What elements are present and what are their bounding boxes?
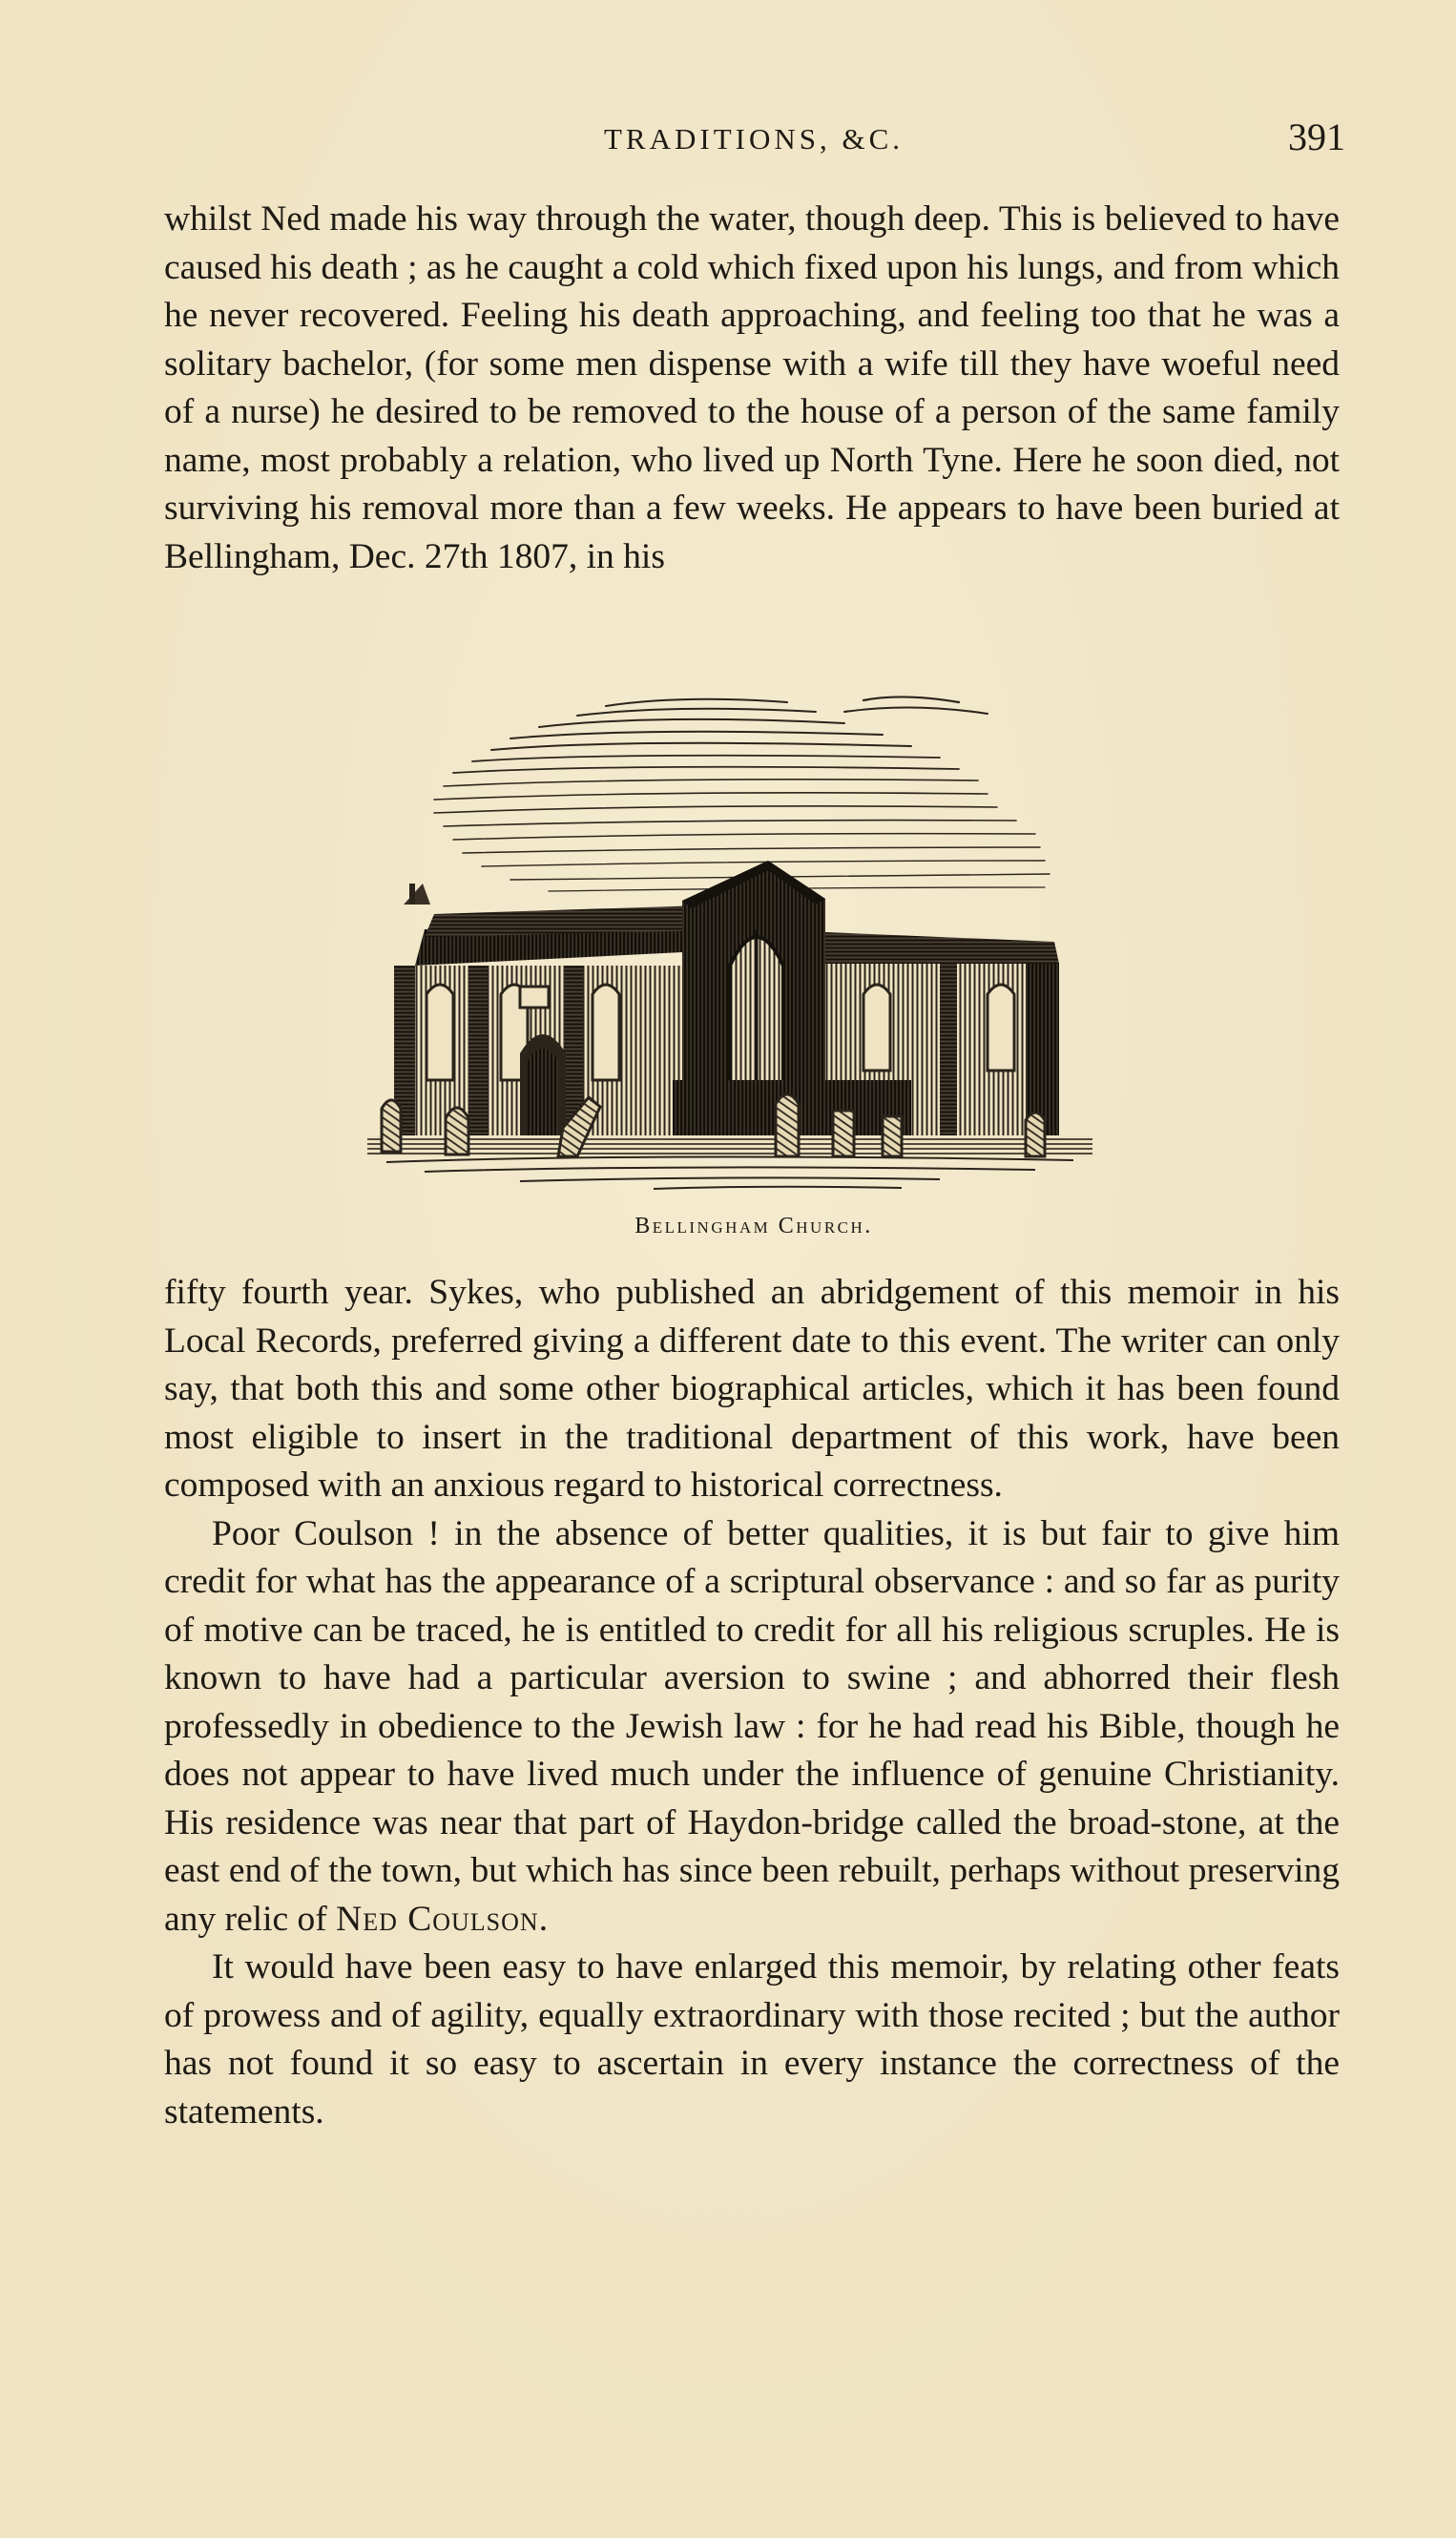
illustration-caption: Bellingham Church. (634, 1214, 873, 1238)
paragraph (164, 1510, 1340, 1945)
text-block-bottom (164, 1269, 1340, 2136)
small-caps-name: Ned Coulson. (336, 1899, 550, 1939)
paragraph: It would have been easy to have enlarged this memoir, by relating other feats of prowess and of agility, equally extraordinary with those recited ; but the author has not found it so easy to ascertain in every instance the correctness of the statements. (164, 1947, 1340, 2132)
text-block-top (164, 196, 1340, 581)
running-title: TRADITIONS, &C. (603, 122, 905, 156)
paragraph-text: Poor Coulson ! in the absence of better qualities, it is but fair to give him credit for what has the appearance of a scriptural observance : and so far as purity of motive can be traced, he is entitled to credit for all his religious scruples. He is known to have had a particular aversion to swine ; and abhorred their flesh professedly in obedience to the Jewish law : for he had read his Bible, though he does not appear to have lived much under the influence of genuine Christianity. His residence was near that part of Haydon-bridge called the broad-stone, at the east end of the town, but which has since been rebuilt, perhaps without preserving any relic of (164, 1513, 1340, 1939)
running-head (162, 114, 1345, 172)
church-engraving-icon (367, 679, 1159, 1195)
page-number: 391 (1288, 115, 1345, 158)
paragraph: whilst Ned made his way through the water, though deep. This is believed to have caused his death ; as he caught a cold which fixed upon his lungs, and from which he never recovered. Feeling his death approaching, and feeling too that he was a solitary bachelor, (for some men dispense with a wife till they have woeful need of a nurse) he desired to be removed to the house of a person of the same family name, most probably a relation, who lived up North Tyne. Here he soon died, not surviving his removal more than a few weeks. He appears to have been buried at Bellingham, Dec. 27th 1807, in his (164, 199, 1340, 576)
paragraph: fifty fourth year. Sykes, who published an abridgement of this memoir in his Local Records, preferred giving a different date to this event. The writer can only say, that both this and some other biographical articles, which it has been found most eligible to insert in the traditional department of this work, have been composed with an anxious regard to historical correctness. (164, 1273, 1340, 1505)
